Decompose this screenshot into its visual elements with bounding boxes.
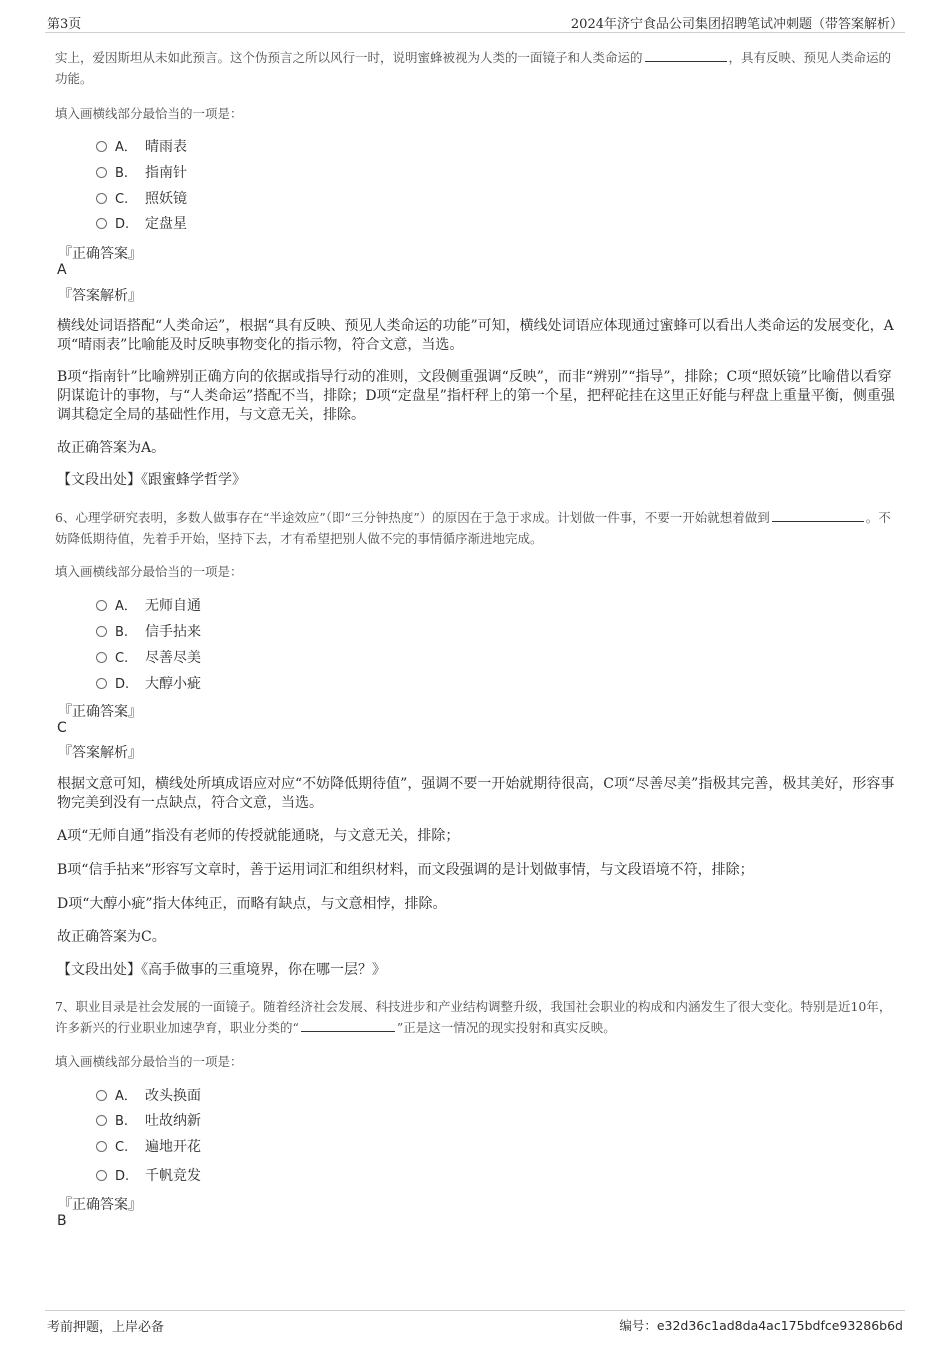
q5-stem-before: 实上，爱因斯坦从未如此预言。这个伪预言之所以风行一时，说明蜜蜂被视为人类的一面镜子和人类命运的 (55, 50, 643, 65)
q6-option-d[interactable]: D. 大醇小疵 (96, 674, 201, 694)
q6-stem-after: 。不妨降低期待值，先着手开始，坚持下去，才有希望把别人做不完的事情循序渐进地完成。 (55, 510, 891, 546)
radio-icon[interactable] (96, 1090, 107, 1101)
q6-analysis-tag: 『答案解析』 (58, 745, 142, 761)
q6-option-b[interactable]: B. 信手拈来 (96, 622, 201, 642)
radio-icon[interactable] (96, 1170, 107, 1181)
option-text: 大醇小疵 (145, 676, 201, 692)
q5-stem (55, 47, 900, 89)
q6-answer: C (57, 720, 67, 736)
q5-source: 【文段出处】《跟蜜蜂学哲学》 (57, 472, 246, 488)
q5-stem-after: ，具有反映、预见人类命运的功能。 (55, 50, 892, 86)
option-text: 无师自通 (145, 598, 201, 614)
q6-prompt: 填入画横线部分最恰当的一项是： (55, 564, 243, 579)
q7-answer-tag: 『正确答案』 (58, 1197, 142, 1213)
radio-icon[interactable] (96, 1115, 107, 1126)
q5-analysis-1: 横线处词语搭配“人类命运”，根据“具有反映、预见人类命运的功能”可知，横线处词语应体现通过蜜蜂可以看出人类命运的发展变化，A项“晴雨表”比喻能及时反映事物变化的指示物，符合文意，当选。 (57, 318, 894, 353)
q6-option-a[interactable]: A． 无师自通 (96, 596, 201, 616)
option-text: 遍地开花 (145, 1139, 201, 1155)
q5-option-a[interactable]: A． 晴雨表 (96, 137, 187, 157)
q5-answer-tag: 『正确答案』 (58, 246, 142, 262)
q6-analysis-3: B项“信手拈来”形容写文章时，善于运用词汇和组织材料，而文段强调的是计划做事情，与文段语境不符，排除； (57, 862, 754, 878)
q6-analysis-1: 根据文意可知，横线处所填成语应对应“不妨降低期待值”，强调不要一开始就期待很高，C项“尽善尽美”指极其完善，极其美好，形容事物完美到没有一点缺点，符合文意，当选。 (57, 776, 895, 811)
option-text: 晴雨表 (145, 139, 187, 155)
q6-stem-before: 6、心理学研究表明，多数人做事存在“半途效应”（即“三分钟热度”）的原因在于急于求成。计划做一件事，不要一开始就想着做到 (55, 510, 770, 525)
radio-icon[interactable] (96, 626, 107, 637)
option-text: 定盘星 (145, 216, 187, 232)
serial-value: e32d36c1ad8da4ac175bdfce93286b6d (656, 1318, 903, 1333)
q6-blank (772, 509, 864, 522)
radio-icon[interactable] (96, 218, 107, 229)
q7-answer: B (57, 1213, 67, 1229)
q5-answer: A (57, 262, 67, 278)
q6-answer-tag: 『正确答案』 (58, 704, 142, 720)
q7-option-c[interactable]: C. 遍地开花 (96, 1137, 201, 1157)
radio-icon[interactable] (96, 193, 107, 204)
q7-option-b[interactable]: B. 吐故纳新 (96, 1111, 201, 1131)
option-text: 信手拈来 (145, 624, 201, 640)
q6-source: 【文段出处】《高手做事的三重境界，你在哪一层？》 (57, 962, 386, 978)
radio-icon[interactable] (96, 600, 107, 611)
q7-stem-before: 7、职业目录是社会发展的一面镜子。随着经济社会发展、科技进步和产业结构调整升级，我国社会职业的构成和内涵发生了很大变化。特别是近10年，许多新兴的行业职业加速孕育，职业分类的“ (55, 999, 892, 1035)
q5-option-b[interactable]: B. 指南针 (96, 163, 187, 183)
radio-icon[interactable] (96, 1141, 107, 1152)
q6-stem (55, 507, 900, 549)
footer-slogan: 考前押题，上岸必备 (47, 1320, 165, 1335)
page-header (45, 10, 905, 33)
q6-analysis-2: A项“无师自通”指没有老师的传授就能通晓，与文意无关，排除； (57, 828, 460, 844)
q7-stem-after: ”正是这一情况的现实投射和真实反映。 (396, 1020, 616, 1035)
q5-blank (645, 49, 727, 62)
q5-analysis-2: B项“指南针”比喻辨别正确方向的依据或指导行动的准则，文段侧重强调“反映”，而非“辨别”“指导”，排除；C项“照妖镜”比喻借以看穿阴谋诡计的事物，与“人类命运”搭配不当，排除；D项“定盘星”指杆秤上的第一个星，把秤砣挂在这里正好能与秤盘上重量平衡，侧重强调其稳定全局的基础性作用，与文意无关，排除。 (57, 369, 895, 423)
radio-icon[interactable] (96, 167, 107, 178)
page-number: 第3页 (47, 17, 82, 32)
page-footer (45, 1310, 905, 1341)
q7-option-a[interactable]: A． 改头换面 (96, 1086, 201, 1106)
q7-prompt: 填入画横线部分最恰当的一项是： (55, 1054, 243, 1069)
q6-analysis-4: D项“大醇小疵”指大体纯正，而略有缺点，与文意相悖，排除。 (57, 896, 447, 912)
q5-option-c[interactable]: C. 照妖镜 (96, 189, 187, 209)
q7-option-d[interactable]: D. 千帆竞发 (96, 1166, 201, 1186)
q5-prompt: 填入画横线部分最恰当的一项是： (55, 106, 243, 121)
q5-option-d[interactable]: D. 定盘星 (96, 214, 187, 234)
option-text: 照妖镜 (145, 191, 187, 207)
option-text: 尽善尽美 (145, 650, 201, 666)
q6-option-c[interactable]: C. 尽善尽美 (96, 648, 201, 668)
q7-blank (301, 1019, 395, 1032)
document-serial (619, 1316, 903, 1334)
q6-analysis-5: 故正确答案为C。 (57, 929, 166, 945)
q5-analysis-tag: 『答案解析』 (58, 288, 142, 304)
q5-analysis-3: 故正确答案为A。 (57, 440, 166, 456)
option-text: 千帆竞发 (145, 1168, 201, 1184)
document-title: 2024年济宁食品公司集团招聘笔试冲刺题（带答案解析） (570, 17, 903, 32)
radio-icon[interactable] (96, 678, 107, 689)
option-text: 吐故纳新 (145, 1113, 201, 1129)
q7-stem (55, 996, 900, 1038)
radio-icon[interactable] (96, 652, 107, 663)
serial-label: 编号： (619, 1318, 657, 1333)
option-text: 改头换面 (145, 1088, 201, 1104)
option-text: 指南针 (145, 165, 187, 181)
radio-icon[interactable] (96, 141, 107, 152)
